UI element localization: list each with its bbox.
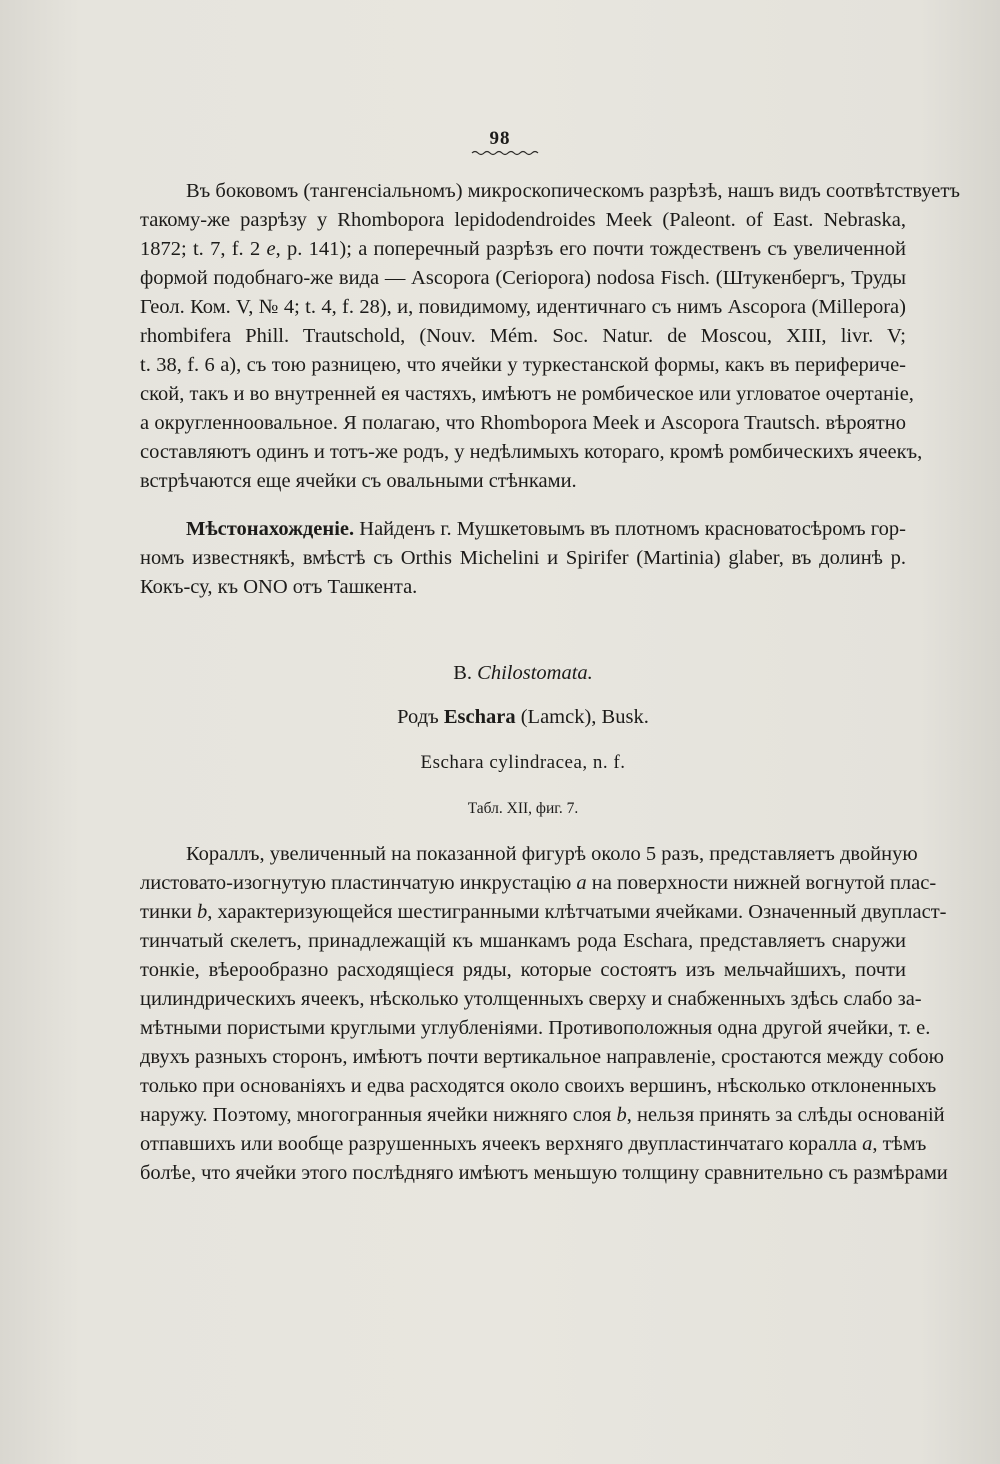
para2-line-2: листовато-изогнутую пластинчатую инкрустацію a на поверхности нижней вогнутой плас- — [140, 872, 937, 894]
para2-line-6: цилиндрическихъ ячеекъ, нѣсколько утолщенныхъ сверху и снабженныхъ здѣсь слабо за- — [140, 988, 922, 1010]
para1-line-9: а округленноовальное. Я полагаю, что Rhombopora Meek и Ascopora Trautsch. вѣроятно — [140, 412, 906, 434]
para2-line-9: только при основаніяхъ и едва расходятся около своихъ вершинъ, нѣсколько отклоненныхъ — [140, 1075, 937, 1097]
para1-line-1: Въ боковомъ (тангенсіальномъ) микроскопическомъ разрѣзѣ, нашъ видъ соотвѣтствуетъ — [186, 180, 960, 202]
para2-line-3: тинки b, характеризующейся шестигранными клѣтчатыми ячейками. Означенный двупласт- — [140, 901, 947, 923]
para2-line-8: двухъ разныхъ сторонъ, имѣютъ почти вертикальное направленіе, сростаются между собою — [140, 1046, 944, 1068]
para2-line-1: Кораллъ, увеличенный на показанной фигурѣ около 5 разъ, представляетъ двойную — [186, 843, 918, 865]
para1-line-2: такому-же разрѣзу у Rhombopora lepidodendroides Meek (Paleont. of East. Nebraska, — [140, 209, 906, 231]
para1-line-11: встрѣчаются еще ячейки съ овальными стѣнками. — [140, 470, 577, 492]
para1-line-7: t. 38, f. 6 a), съ тою разницею, что ячейки у туркестанской формы, какъ въ перифериче- — [140, 354, 906, 376]
locality-label: Мѣстонахожденіе. — [186, 518, 355, 540]
para2-line-4: тинчатый скелетъ, принадлежащій къ мшанкамъ рода Eschara, представляетъ снаружи — [140, 930, 906, 952]
locality-text-1: Найденъ г. Мушкетовымъ въ плотномъ красноватосѣромъ гор- — [359, 518, 907, 540]
para1-line-10: составляютъ одинъ и тотъ-же родъ, у недѣлимыхъ котораго, кромѣ ромбическихъ ячеекъ, — [140, 441, 923, 463]
para2-line-10: наружу. Поэтому, многогранныя ячейки нижняго слоя b, нельзя принять за слѣды основаній — [140, 1104, 945, 1126]
para2-line-11: отпавшихъ или вообще разрушенныхъ ячеекъ верхняго двупластинчатаго коралла a, тѣмъ — [140, 1133, 927, 1155]
para2-line-7: мѣтными пористыми круглыми углубленіями. Противоположныя одна другой ячейки, т. е. — [140, 1017, 931, 1039]
para2-line-12: болѣе, что ячейки этого послѣдняго имѣютъ меньшую толщину сравнительно съ размѣрами — [140, 1162, 948, 1184]
para1-line-4: формой подобнаго-же вида — Ascopora (Ceriopora) nodosa Fisch. (Штукенбергъ, Труды — [140, 267, 906, 289]
section-letter: B. — [453, 662, 473, 684]
para2-line-5: тонкіе, вѣерообразно расходящіеся ряды, которые состоятъ изъ мельчайшихъ, почти — [140, 959, 906, 981]
genus-authority: (Lamck), Busk. — [520, 706, 649, 728]
locality-line-3: Кокъ-су, къ ONO отъ Ташкента. — [140, 576, 418, 598]
species-heading: Eschara cylindracea, n. f. — [420, 752, 626, 773]
para1-line-5: Геол. Ком. V, № 4; t. 4, f. 28), и, повидимому, идентичнаго съ нимъ Ascopora (Millepora) — [140, 296, 906, 318]
genus-name: Eschara — [443, 706, 516, 728]
para1-line-8: ской, такъ и во внутренней ея частяхъ, имѣютъ не ромбическое или угловатое очертаніе, — [140, 383, 914, 405]
locality-line-1 — [186, 518, 906, 541]
genus-heading — [140, 706, 906, 729]
plate-reference: Табл. XII, фиг. 7. — [467, 800, 579, 817]
section-heading — [140, 662, 906, 685]
section-name: Chilostomata. — [477, 662, 593, 684]
para1-line-3: 1872; t. 7, f. 2 e, p. 141); а поперечный разрѣзъ его почти тождественъ съ увеличенной — [140, 238, 907, 260]
para1-line-6: rhombifera Phill. Trautschold, (Nouv. Mém. Soc. Natur. de Moscou, XIII, livr. V; — [140, 325, 906, 347]
page-number: 98 — [489, 128, 511, 149]
genus-prefix: Родъ — [397, 706, 439, 728]
locality-line-2: номъ известнякѣ, вмѣстѣ съ Orthis Michelini и Spirifer (Martinia) glaber, въ долинѣ р. — [140, 547, 906, 569]
page-number-ornament — [472, 150, 538, 156]
